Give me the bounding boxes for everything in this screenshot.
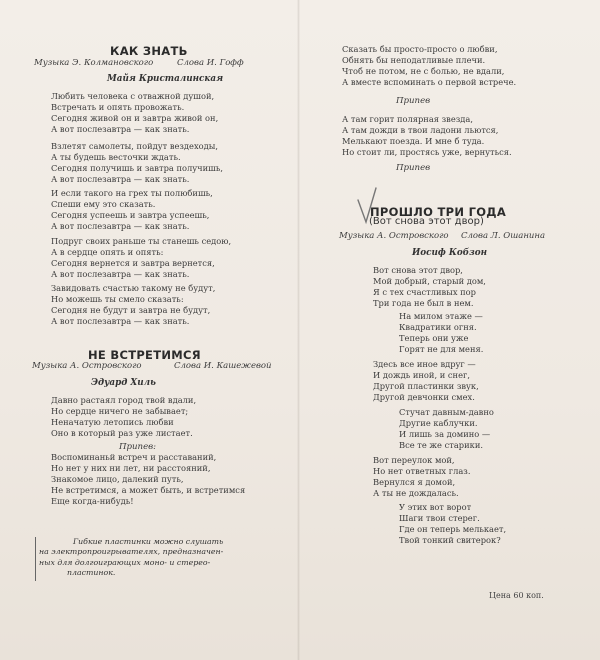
stanza: Завидовать счастью такому не будут, Но можешь ты смело сказать: Сегодня не будут и завтра не будут, А вот послезавтра — как знать. xyxy=(51,283,216,326)
lyrics-credit: Слова Л. Ошанина xyxy=(461,231,546,241)
music-credit: Музыка Э. Колмановского xyxy=(34,58,154,68)
stanza: Подруг своих раньше ты станешь седою, А в сердце опять и опять: Сегодня вернется и завтра вернется, А вот послезавтра — как знать. xyxy=(51,236,232,279)
song-title-ne-vstretimsya: НЕ ВСТРЕТИМСЯ xyxy=(88,348,201,362)
note-bar xyxy=(35,537,36,581)
stanza: А там горит полярная звезда, А там дожди в твои ладони льются, Мелькают поезда. И мне б туда. Но стоит ли, простясь уже, вернуться. xyxy=(342,114,512,157)
refrain-label: Припев xyxy=(396,96,431,106)
page-fold xyxy=(297,0,300,660)
stanza: Давно растаял город твой вдали, Но сердце ничего не забывает; Неначатую летопись любви Оно в который раз уже листает. xyxy=(51,395,197,438)
song-subtitle: (Вот снова этот двор) xyxy=(369,216,484,227)
song-title-kak-znat: КАК ЗНАТЬ xyxy=(110,44,188,58)
song-title-proshlo-tri-goda: ПРОШЛО ТРИ ГОДА xyxy=(370,205,507,219)
lyrics-credit: Слова И. Кашежевой xyxy=(174,361,272,371)
stanza: И если такого на грех ты полюбишь, Спеши ему это сказать. Сегодня успеешь и завтра успеешь, А вот послезавтра — как знать. xyxy=(51,188,213,231)
music-credit: Музыка А. Островского xyxy=(32,361,142,371)
price-label: Цена 60 коп. xyxy=(489,591,544,600)
music-credit: Музыка А. Островского xyxy=(339,231,449,241)
stanza: Сказать бы просто-просто о любви, Обнять бы неподатливые плечи. Чтоб не потом, не с болью, не вдали, А вместе вспоминать о первой встрече. xyxy=(342,44,517,87)
stanza: У этих вот ворот Шаги твои стерег. Где он теперь мелькает, Твой тонкий свитерок? xyxy=(399,502,507,545)
stanza: Взлетят самолеты, пойдут вездеходы, А ты будешь весточки ждать. Сегодня получишь и завтра получишь, А вот послезавтра — как знать. xyxy=(51,141,224,184)
playback-note: Гибкие пластинки можно слушать на электропроигрывателях, предназначен- ных для долгоиграющих моно- и стерео- пластинок. xyxy=(39,537,224,578)
lyrics-credit: Слова И. Гофф xyxy=(177,58,244,68)
stanza: Вот переулок мой, Но нет ответных глаз. Вернулся я домой, А ты не дождалась. xyxy=(373,455,471,498)
refrain-label: Припев: xyxy=(119,442,157,452)
performer: Эдуард Хиль xyxy=(91,378,156,388)
stanza: Стучат давным-давно Другие каблучки. И лишь за домино — Все те же старики. xyxy=(399,407,494,450)
performer: Иосиф Кобзон xyxy=(412,248,488,258)
refrain-label: Припев xyxy=(396,163,431,173)
stanza: Здесь все иное вдруг — И дождь иной, и снег, Другой пластинки звук, Другой девчонки смех. xyxy=(373,359,479,402)
stanza: На милом этаже — Квадратики огня. Теперь они уже Горят не для меня. xyxy=(399,311,484,354)
stanza: Воспоминаньй встреч и расставаний, Но нет у них ни лет, ни расстояний, Знакомое лицо, далекий путь, Не встретимся, а может быть, и встретимся Еще когда-нибудь! xyxy=(51,452,246,506)
stanza: Вот снова этот двор, Мой добрый, старый дом, Я с тех счастливых пор Три года не был в нем. xyxy=(373,265,486,308)
performer: Майя Кристалинская xyxy=(107,74,224,84)
stanza: Любить человека с отважной душой, Встречать и опять провожать. Сегодня живой он и завтра живой он, А вот послезавтра — как знать. xyxy=(51,91,219,134)
